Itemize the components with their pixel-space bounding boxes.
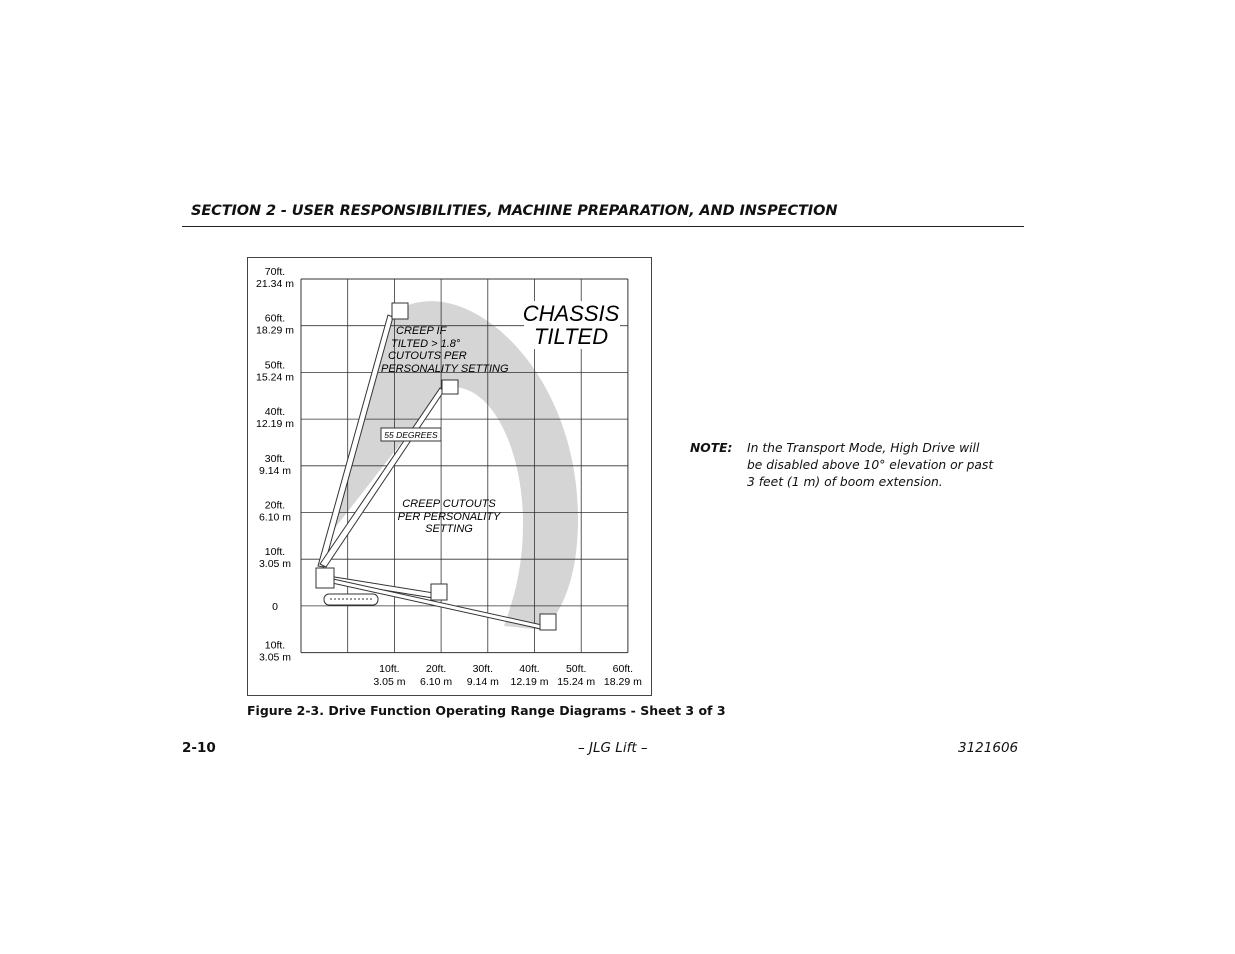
platform-mid — [442, 380, 458, 394]
x-axis-labels — [373, 663, 642, 688]
page-number: 2-10 — [182, 740, 216, 756]
y-axis-tick-label: 9.14 m — [258, 464, 292, 477]
x-axis-tick-label: 30ft. — [472, 663, 494, 675]
turntable — [316, 568, 334, 588]
y-axis-tick-label: 15.24 m — [256, 371, 294, 384]
x-axis-tick-label: 9.14 m — [466, 676, 499, 688]
x-axis-tick-label: 50ft. — [565, 663, 587, 675]
creep-tilt-label-line: TILTED > 1.8° — [391, 338, 461, 350]
creep-cutouts-label — [398, 498, 501, 535]
operating-range-diagram — [248, 258, 653, 697]
y-axis-tick-label: 3.05 m — [258, 651, 292, 664]
x-axis-tick-label: 3.05 m — [373, 676, 406, 688]
platform-high — [392, 303, 408, 319]
footer-center: – JLG Lift – — [578, 740, 648, 756]
note-text: In the Transport Mode, High Drive will be disabled above 10° elevation or past 3 feet (1 m) of boom extension. — [747, 441, 994, 489]
y-axis-tick-label: 12.19 m — [256, 418, 294, 431]
banner-line-2: TILTED — [533, 324, 609, 349]
x-axis-tick-label: 6.10 m — [420, 676, 453, 688]
y-axis-tick-label: 60ft. — [264, 312, 286, 325]
y-axis-tick-label: 21.34 m — [256, 278, 294, 290]
y-axis-tick-label: 18.29 m — [256, 324, 294, 337]
creep-tilt-label-line: PERSONALITY SETTING — [381, 363, 509, 375]
x-axis-tick-label: 60ft. — [612, 663, 634, 675]
x-axis-tick-label: 40ft. — [519, 663, 540, 675]
creep-cutouts-label-line: SETTING — [425, 523, 473, 535]
y-axis-tick-label: 30ft. — [264, 452, 286, 465]
title-divider — [182, 226, 1024, 227]
y-axis-tick-label: 70ft. — [264, 266, 286, 278]
y-axis-labels — [256, 266, 294, 664]
y-axis-tick-label: 3.05 m — [258, 558, 292, 571]
x-axis-tick-label: 15.24 m — [557, 676, 596, 688]
x-axis-tick-label: 12.19 m — [510, 676, 549, 688]
creep-cutouts-label-line: CREEP CUTOUTS — [402, 498, 496, 510]
operating-range-figure — [247, 257, 652, 696]
y-axis-tick-label: 20ft. — [264, 499, 286, 512]
note-label: NOTE: — [690, 441, 733, 455]
platform-low — [431, 584, 447, 600]
creep-cutouts-label-line: PER PERSONALITY — [397, 511, 501, 523]
y-axis-tick-label: 50ft. — [264, 359, 286, 372]
y-axis-tick-label: 40ft. — [264, 406, 286, 419]
x-axis-tick-label: 20ft. — [425, 663, 447, 675]
y-axis-tick-label: 10ft. — [264, 546, 286, 559]
creep-tilt-label-line: CREEP IF — [396, 325, 447, 337]
angle-label: 55 DEGREES — [384, 430, 438, 440]
x-axis-tick-label: 10ft. — [379, 663, 400, 675]
x-axis-tick-label: 18.29 m — [603, 676, 642, 688]
creep-tilt-label-line: CUTOUTS PER — [388, 350, 467, 362]
platform-extended — [540, 614, 556, 630]
section-title: SECTION 2 - USER RESPONSIBILITIES, MACHINE PREPARATION, AND INSPECTION — [191, 203, 838, 219]
figure-caption: Figure 2-3. Drive Function Operating Range Diagrams - Sheet 3 of 3 — [247, 703, 726, 718]
y-axis-tick-label: 0 — [272, 600, 278, 613]
document-number: 3121606 — [958, 740, 1019, 756]
y-axis-tick-label: 6.10 m — [258, 511, 292, 524]
banner-line-1: CHASSIS — [522, 301, 620, 326]
y-axis-tick-label: 10ft. — [264, 639, 286, 652]
